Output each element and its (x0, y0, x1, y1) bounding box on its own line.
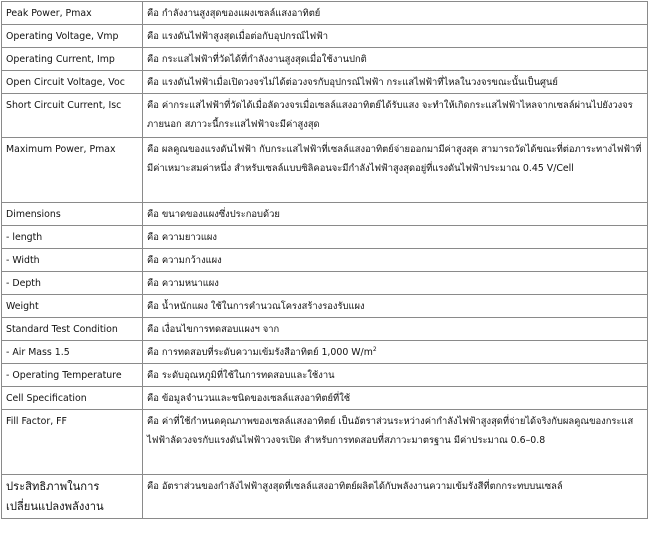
table-row (2, 272, 648, 295)
table-row (2, 25, 648, 48)
term-cell: Peak Power, Pmax (2, 2, 143, 25)
table-row (2, 341, 648, 364)
term-cell: Fill Factor, FF (2, 410, 143, 475)
definition-cell: คือ ค่าที่ใช้กำหนดคุณภาพของเซลล์แสงอาทิตย์ เป็นอัตราส่วนระหว่างค่ากำลังไฟฟ้าสูงสุดที่จ่ายได้จริงกับผลคูณของกระแสไฟฟ้าลัดวงจรกับแรงดันไฟฟ้าวงจรเปิด สำหรับการทดสอบที่สภาวะมาตรฐาน มีค่าประมาณ 0.6–0.8 (143, 410, 648, 475)
definition-text: คือ การทดสอบที่ระดับความเข้มรังสีอาทิตย์ 1,000 W/m (147, 347, 373, 358)
term-cell: ประสิทธิภาพในการเปลี่ยนแปลงพลังงาน (2, 475, 143, 519)
solar-spec-glossary-table (1, 1, 648, 519)
table-row (2, 71, 648, 94)
table-row (2, 94, 648, 138)
sub-term-cell: - Width (2, 249, 143, 272)
sub-term-cell: - Air Mass 1.5 (2, 341, 143, 364)
definition-cell: คือ ข้อมูลจำนวนและชนิดของเซลล์แสงอาทิตย์ที่ใช้ (143, 387, 648, 410)
definition-cell: คือ ความกว้างแผง (143, 249, 648, 272)
term-cell: Dimensions (2, 203, 143, 226)
table-row (2, 295, 648, 318)
table-row (2, 48, 648, 71)
sub-term-cell: - length (2, 226, 143, 249)
term-cell: Open Circuit Voltage, Voc (2, 71, 143, 94)
term-cell: Cell Specification (2, 387, 143, 410)
definition-cell: คือ แรงดันไฟฟ้าเมื่อเปิดวงจรไม่ได้ต่อวงจรกับอุปกรณ์ไฟฟ้า กระแสไฟฟ้าที่ไหลในวงจรขณะนั้นเป็นศูนย์ (143, 71, 648, 94)
definition-cell: คือ ความยาวแผง (143, 226, 648, 249)
superscript: 2 (372, 345, 377, 353)
definition-cell: คือ ค่ากระแสไฟฟ้าที่วัดได้เมื่อลัดวงจรเมื่อเซลล์แสงอาทิตย์ได้รับแสง จะทำให้เกิดกระแสไฟฟ้าไหลจากเซลล์ผ่านไปยังวงจรภายนอก สภาวะนี้กระแสไฟฟ้าจะมีค่าสูงสุด (143, 94, 648, 138)
definition-cell: คือ กำลังงานสูงสุดของแผงเซลล์แสงอาทิตย์ (143, 2, 648, 25)
term-cell: Maximum Power, Pmax (2, 138, 143, 203)
table-row (2, 318, 648, 341)
definition-cell (143, 341, 648, 364)
definition-cell: คือ เงื่อนไขการทดสอบแผงฯ จาก (143, 318, 648, 341)
definition-cell: คือ กระแสไฟฟ้าที่วัดได้ที่กำลังงานสูงสุดเมื่อใช้งานปกติ (143, 48, 648, 71)
definition-cell: คือ แรงดันไฟฟ้าสูงสุดเมื่อต่อกับอุปกรณ์ไฟฟ้า (143, 25, 648, 48)
term-cell: Operating Voltage, Vmp (2, 25, 143, 48)
definition-cell: คือ ผลคูณของแรงดันไฟฟ้า กับกระแสไฟฟ้าที่เซลล์แสงอาทิตย์จ่ายออกมามีค่าสูงสุด สามารถวัดได้ขณะที่ต่อภาระทางไฟฟ้าที่มีค่าเหมาะสมค่าหนึ่ง สำหรับเซลล์แบบซิลิคอนจะมีกำลังไฟฟ้าสูงสุดอยู่ที่แรงดันไฟฟ้าประมาณ 0.45 V/Cell (143, 138, 648, 203)
definition-cell: คือ อัตราส่วนของกำลังไฟฟ้าสูงสุดที่เซลล์แสงอาทิตย์ผลิตได้กับพลังงานความเข้มรังสีที่ตกกระทบบนเซลล์ (143, 475, 648, 519)
table-row (2, 249, 648, 272)
table-row (2, 226, 648, 249)
definition-cell: คือ ความหนาแผง (143, 272, 648, 295)
table-row (2, 364, 648, 387)
table-row (2, 475, 648, 519)
table-row (2, 387, 648, 410)
sub-term-cell: - Depth (2, 272, 143, 295)
term-cell: Operating Current, Imp (2, 48, 143, 71)
definition-cell: คือ ระดับอุณหภูมิที่ใช้ในการทดสอบและใช้งาน (143, 364, 648, 387)
table-row (2, 410, 648, 475)
sub-term-cell: - Operating Temperature (2, 364, 143, 387)
term-cell: Short Circuit Current, Isc (2, 94, 143, 138)
table-row (2, 203, 648, 226)
definition-cell: คือ น้ำหนักแผง ใช้ในการคำนวณโครงสร้างรองรับแผง (143, 295, 648, 318)
table-row (2, 2, 648, 25)
term-cell: Weight (2, 295, 143, 318)
term-cell: Standard Test Condition (2, 318, 143, 341)
table-row (2, 138, 648, 203)
definition-cell: คือ ขนาดของแผงซึ่งประกอบด้วย (143, 203, 648, 226)
